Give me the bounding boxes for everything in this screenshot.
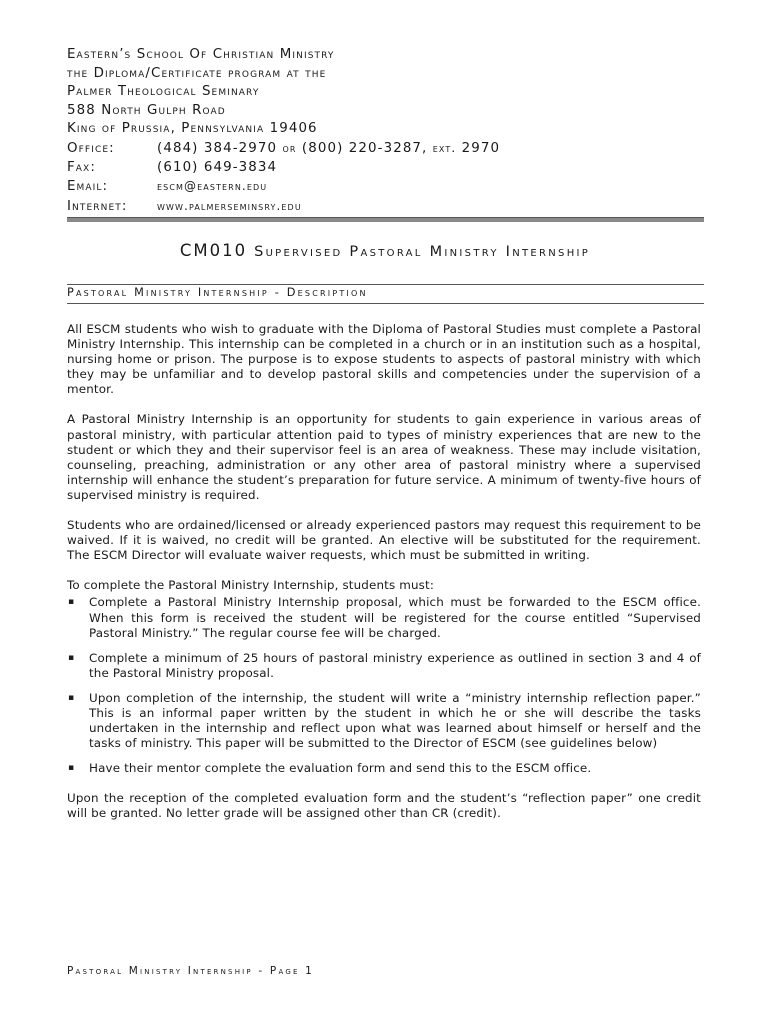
list-item [67,761,701,776]
internet-label: Internet: [67,198,128,214]
office-phone-tollfree: (800) 220-3287, [301,140,428,156]
seminary-name: Palmer Theological Seminary [67,84,260,100]
course-name: Supervised Pastoral Ministry Internship [254,244,591,260]
list-intro: To complete the Pastoral Ministry Internship, students must: [67,578,434,593]
course-code: CM010 [179,241,248,260]
street-address: 588 North Gulph Road [67,102,226,118]
paragraph: All ESCM students who wish to graduate with the Diploma of Pastoral Studies must complete a Pastoral Ministry Internship. This internship can be completed in a church or in an institution such as a hospital, nursing home or prison. The purpose is to expose students to aspects of pastoral ministry with which they may be unfamiliar and to develop pastoral skills and competencies under the supervision of a mentor. [67,322,701,397]
section-heading: Pastoral Ministry Internship - Description [67,286,368,299]
office-phone-row [67,139,707,159]
fax-row [67,159,707,178]
list-item [67,595,701,640]
bullet-icon: ▪ [68,763,75,774]
email-address: escm@eastern.edu [157,179,268,194]
bullet-icon: ▪ [68,692,75,703]
list-item-text: Complete a Pastoral Ministry Internship proposal, which must be forwarded to the ESCM office. When this form is received the student will be registered for the course entitled “Supervised Pastoral Ministry.” The regular course fee will be charged. [89,595,701,640]
closing-paragraph: Upon the reception of the completed evaluation form and the student’s “reflection paper” one credit will be granted. No letter grade will be assigned other than CR (credit). [67,791,701,821]
list-item [67,691,701,751]
program-name: the Diploma/Certificate program at the [67,65,327,81]
section-rule-bottom [67,303,704,304]
list-item-text: Have their mentor complete the evaluation form and send this to the ESCM office. [89,761,592,776]
list-item [67,651,701,681]
letterhead [67,46,707,216]
email-label: Email: [67,179,109,195]
paragraph: A Pastoral Ministry Internship is an opportunity for students to gain experience in various areas of pastoral ministry, with particular attention paid to types of ministry experiences that are new to the student or which they and their supervisor feel is an area of weakness. These may include visitation, counseling, preaching, administration or any other area of pastoral ministry where a supervised internship will enhance the student’s preparation for future service. A minimum of twenty-five hours of supervised ministry is required. [67,412,701,502]
header-divider [67,217,704,222]
list-item-text: Complete a minimum of 25 hours of pastoral ministry experience as outlined in section 3 and 4 of the Pastoral Ministry proposal. [89,650,701,680]
city-state-zip: King of Prussia, Pennsylvania 19406 [67,121,318,137]
school-name: Eastern’s School Of Christian Ministry [67,47,335,62]
office-ext-number: 2970 [461,140,501,156]
internet-row [67,197,707,217]
bullet-icon: ▪ [68,652,75,663]
document-body [67,322,701,837]
section-rule-top [67,284,704,285]
list-item-text: Upon completion of the internship, the student will write a “ministry internship reflection paper.” This is an informal paper written by the student in which he or she will describe the tasks undertaken in the internship and reflect upon what was learned about himself or herself and the tasks of ministry. This paper will be submitted to the Director of ESCM (see guidelines below) [89,690,701,751]
office-label: Office: [67,140,115,156]
fax-number: (610) 649-3834 [157,159,278,175]
course-title [0,241,770,260]
bullet-icon: ▪ [68,597,75,608]
page-footer: Pastoral Ministry Internship - Page 1 [67,965,314,977]
office-phone-primary: (484) 384-2970 [157,140,278,156]
paragraph: Students who are ordained/licensed or already experienced pastors may request this requirement to be waived. If it is waived, no credit will be granted. An elective will be substituted for the requirement. The ESCM Director will evaluate waiver requests, which must be submitted in writing. [67,518,701,563]
office-ext-label: ext. [432,140,457,155]
office-or-text: or [282,140,297,155]
website-url: www.palmerseminsry.edu [157,198,302,213]
requirements-list [67,595,701,776]
email-row [67,177,707,197]
fax-label: Fax: [67,159,96,175]
